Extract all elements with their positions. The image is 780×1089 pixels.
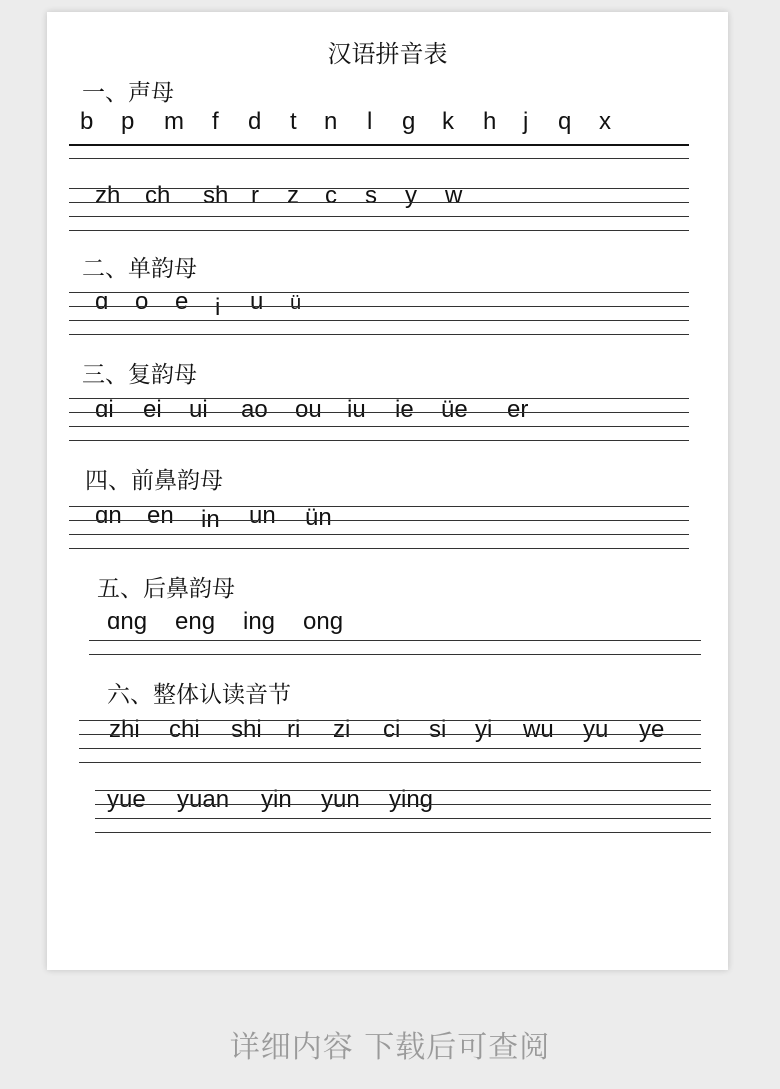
pinyin-letter: y [405,182,417,209]
pinyin-letter: e [175,288,189,315]
pinyin-row-compound-finals [95,396,695,426]
pinyin-letter: k [442,108,454,135]
pinyin-letter: ɑi [95,396,114,423]
pinyin-letter: ɑ [95,288,109,315]
pinyin-row-initials-2 [95,182,695,212]
writing-line [69,548,689,549]
pinyin-letter: iu [347,396,366,423]
pinyin-letter: ch [145,182,171,209]
pinyin-letter: ye [639,716,665,743]
pinyin-letter: yin [261,786,292,813]
writing-line [95,832,711,833]
pinyin-letter: chi [169,716,200,743]
pinyin-letter: en [147,502,174,529]
download-notice: 详细内容 下载后可查阅 [229,1030,551,1065]
pinyin-letter: zh [95,182,121,209]
pinyin-letter: yu [583,716,609,743]
writing-line [69,188,689,189]
pinyin-letter: zhi [109,716,140,743]
pinyin-letter: j [523,108,529,135]
pinyin-letter: sh [203,182,229,209]
pinyin-letter: ri [287,716,301,743]
pinyin-letter: o [135,288,149,315]
writing-line [69,306,689,307]
pinyin-letter: yi [475,716,493,743]
pinyin-letter: b [80,108,94,135]
pinyin-letter: l [367,108,373,135]
writing-line [69,144,689,146]
pinyin-letter: n [324,108,338,135]
writing-line [95,818,711,819]
pinyin-letter: ui [189,396,208,423]
writing-line [69,426,689,427]
pinyin-letter: eng [175,608,216,635]
pinyin-letter: si [429,716,447,743]
writing-line [69,292,689,293]
section-heading-front-nasal-finals: 四、前鼻韵母 [85,468,223,494]
pinyin-letter: ao [241,396,268,423]
pinyin-letter: yuan [177,786,230,813]
writing-line [69,334,689,335]
pinyin-letter: h [483,108,497,135]
writing-line [79,748,701,749]
pinyin-letter: üe [441,396,468,423]
worksheet-page [47,12,728,970]
page-title: 汉语拼音表 [327,40,448,68]
pinyin-letter: p [121,108,135,135]
pinyin-letter: q [558,108,572,135]
writing-line [69,216,689,217]
writing-line [95,804,711,805]
pinyin-letter: s [365,182,377,209]
pinyin-letter: r [251,182,259,209]
pinyin-letter: g [402,108,416,135]
writing-line [69,202,689,203]
writing-line [69,320,689,321]
pinyin-letter: in [201,506,220,533]
writing-line [69,534,689,535]
pinyin-letter: ie [395,396,414,423]
pinyin-letter: w [445,182,463,209]
pinyin-letter: un [249,502,276,529]
pinyin-letter: er [507,396,529,423]
section-heading-back-nasal-finals: 五、后鼻韵母 [97,576,235,602]
pinyin-letter: yue [107,786,146,813]
pinyin-letter: u [250,288,264,315]
pinyin-letter: t [290,108,297,135]
writing-line [69,398,689,399]
pinyin-letter: yun [321,786,360,813]
pinyin-letter: ong [303,608,344,635]
pinyin-letter: ei [143,396,162,423]
writing-line [69,230,689,231]
section-heading-whole-syllables: 六、整体认读音节 [107,682,291,708]
pinyin-letter: ɑng [107,608,148,635]
writing-line [79,734,701,735]
section-heading-simple-finals: 二、单韵母 [82,256,197,282]
pinyin-letter: ü [290,292,302,314]
pinyin-letter: ɑn [95,502,122,529]
pinyin-row-initials-1 [80,108,700,138]
pinyin-letter: z [287,182,299,209]
pinyin-letter: ing [243,608,276,635]
pinyin-letter: d [248,108,262,135]
writing-line [89,640,701,641]
pinyin-letter: i [215,294,221,321]
section-heading-initials: 一、声母 [82,80,174,106]
pinyin-letter: x [599,108,611,135]
pinyin-letter: m [164,108,184,135]
pinyin-letter: wu [523,716,554,743]
pinyin-letter: zi [333,716,351,743]
writing-line [69,520,689,521]
writing-line [69,412,689,413]
writing-line [69,158,689,159]
writing-line [79,720,701,721]
writing-line [79,762,701,763]
pinyin-letter: shi [231,716,262,743]
writing-line [89,654,701,655]
writing-line [95,790,711,791]
pinyin-letter: f [212,108,219,135]
pinyin-letter: ci [383,716,401,743]
pinyin-row-back-nasal-finals [107,608,687,638]
pinyin-letter: ying [389,786,434,813]
section-heading-compound-finals: 三、复韵母 [82,362,197,388]
pinyin-letter: ou [295,396,322,423]
pinyin-letter: ün [305,504,332,531]
writing-line [69,440,689,441]
pinyin-letter: c [325,182,337,209]
writing-line [69,506,689,507]
